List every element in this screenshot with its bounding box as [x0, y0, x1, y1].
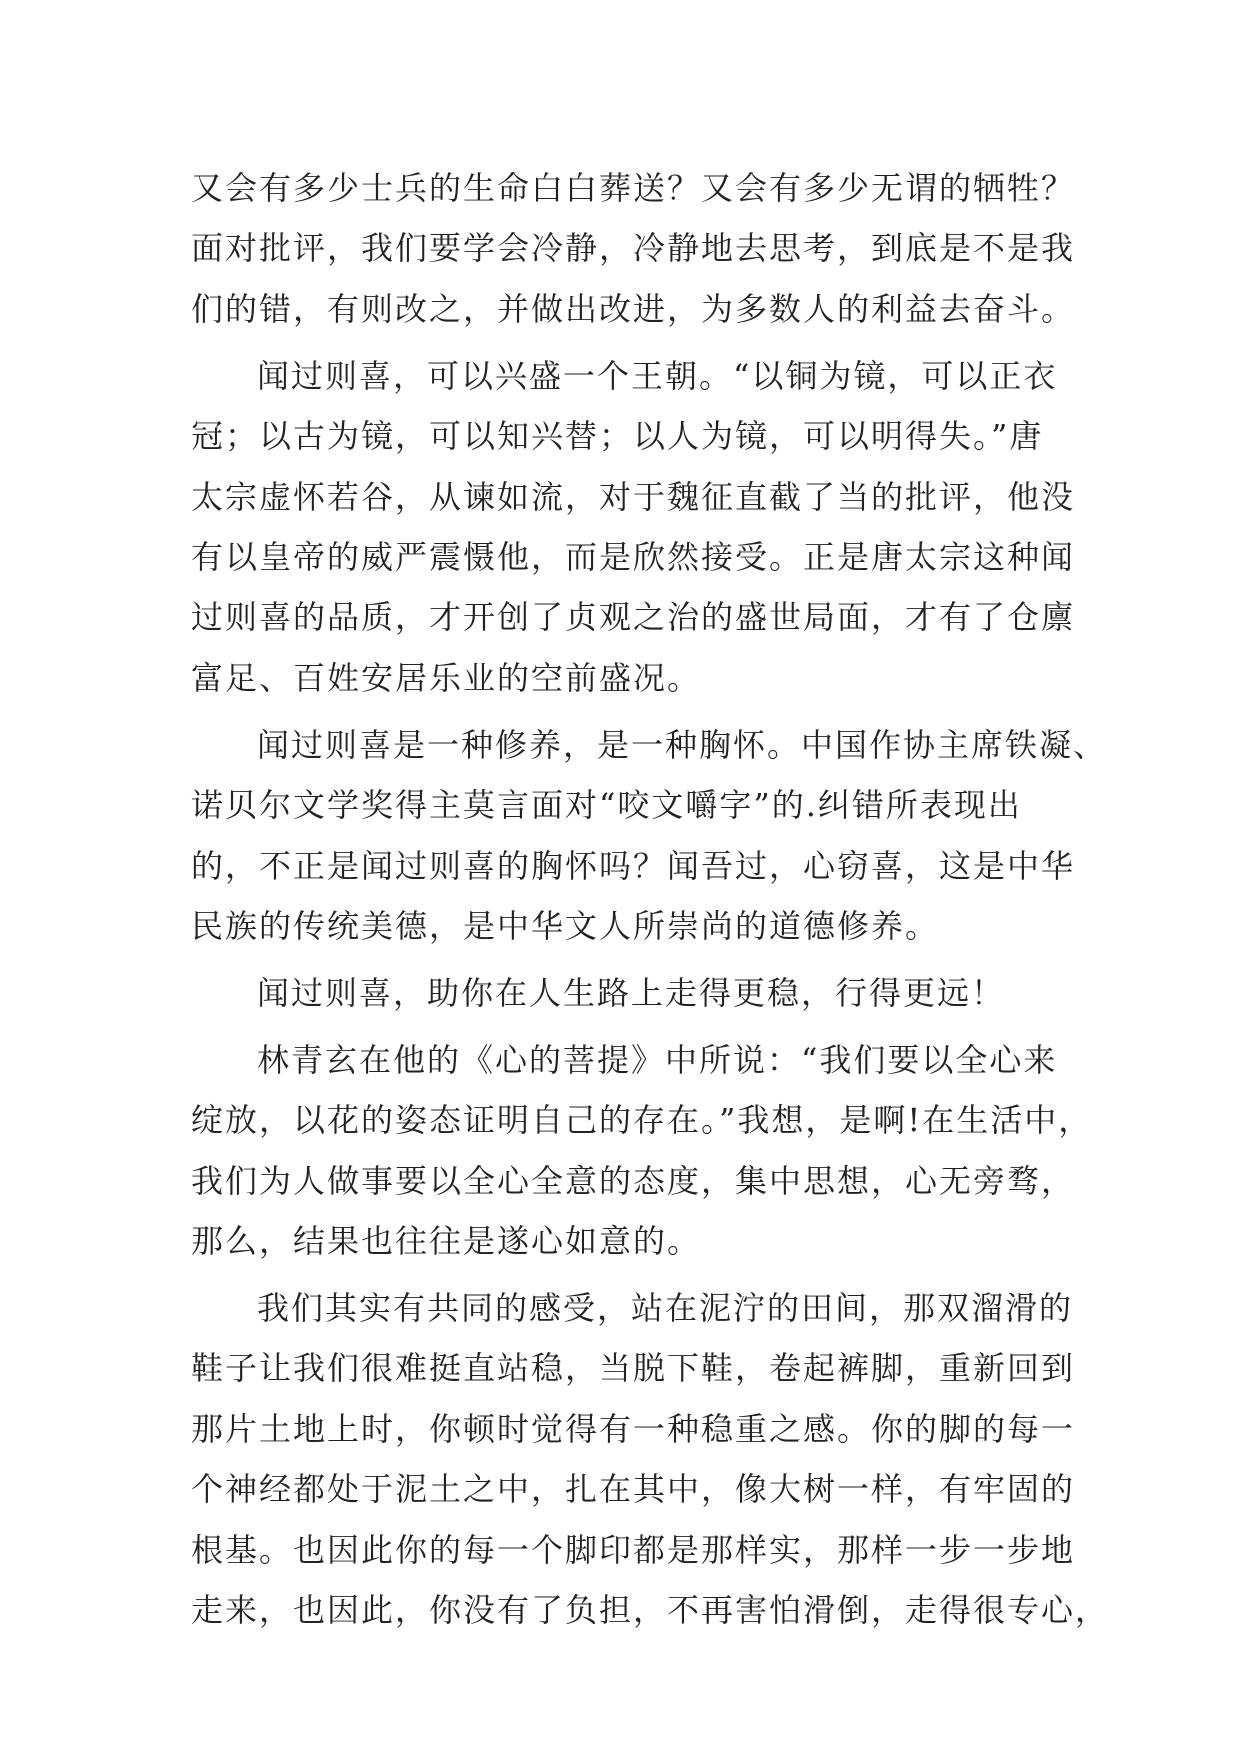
document-body — [191, 158, 1110, 1647]
text-line: 那么，结果也往往是遂心如意的。 — [191, 1222, 702, 1261]
text-line: 根基。也因此你的每一个脚印都是那样实，那样一步一步地 — [191, 1530, 1076, 1569]
text-line: 又会有多少士兵的生命白白葬送？又会有多少无谓的牺牲？ — [191, 169, 1076, 207]
paragraph — [191, 715, 1108, 963]
paragraph — [191, 1278, 1110, 1647]
text-line: 个神经都处于泥土之中，扎在其中，像大树一样，有牢固的 — [191, 1470, 1076, 1509]
text-line: 富足、百姓安居乐业的空前盛况。 — [191, 658, 702, 697]
text-line: 的，不正是闻过则喜的胸怀吗？闻吾过，心窃喜，这是中华 — [191, 846, 1076, 885]
text-line: 鞋子让我们很难挺直站稳，当脱下鞋，卷起裤脚，重新回到 — [191, 1349, 1076, 1388]
text-line: 闻过则喜，可以兴盛一个王朝。“以铜为镜，可以正衣 — [257, 356, 1058, 395]
text-line: 林青玄在他的《心的菩提》中所说：“我们要以全心来 — [257, 1040, 1058, 1079]
text-line: 那片土地上时，你顿时觉得有一种稳重之感。你的脚的每一 — [191, 1409, 1076, 1448]
text-line: 我们其实有共同的感受，站在泥泞的田间，那双溜滑的 — [257, 1289, 1074, 1328]
text-line: 民族的传统美德，是中华文人所崇尚的道德修养。 — [191, 906, 940, 945]
text-line: 们的错，有则改之，并做出改进，为多数人的利益去奋斗。 — [191, 289, 1076, 328]
text-line: 面对批评，我们要学会冷静，冷静地去思考，到底是不是我 — [191, 229, 1076, 268]
text-line: 诺贝尔文学奖得主莫言面对“咬文嚼字”的.纠错所表现出 — [191, 786, 1022, 825]
text-line: 太宗虚怀若谷，从谏如流，对于魏征直截了当的批评，他没 — [191, 477, 1076, 516]
text-line: 过则喜的品质，才开创了贞观之治的盛世局面，才有了仓廪 — [191, 598, 1076, 637]
text-line: 闻过则喜是一种修养，是一种胸怀。中国作协主席铁凝、 — [257, 725, 1108, 764]
text-line: 有以皇帝的威严震慑他，而是欣然接受。正是唐太宗这种闻 — [191, 537, 1076, 576]
paragraph — [191, 158, 1076, 346]
text-line: 我们为人做事要以全心全意的态度，集中思想，心无旁骛， — [191, 1161, 1076, 1200]
paragraph — [191, 1030, 1093, 1278]
text-line: 走来，也因此，你没有了负担，不再害怕滑倒，走得很专心， — [191, 1591, 1110, 1630]
paragraph — [191, 963, 1071, 1030]
text-line: 冠；以古为镜，可以知兴替；以人为镜，可以明得失。”唐 — [191, 417, 1044, 456]
paragraph — [191, 346, 1076, 715]
text-line: 绽放，以花的姿态证明自己的存在。”我想，是啊!在生活中， — [191, 1101, 1093, 1140]
text-line: 闻过则喜，助你在人生路上走得更稳，行得更远！ — [257, 973, 1006, 1012]
